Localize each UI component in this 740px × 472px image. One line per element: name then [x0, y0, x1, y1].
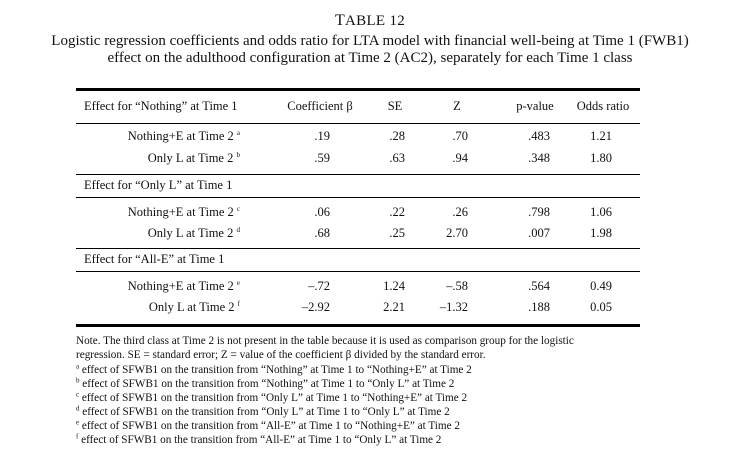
table-title-line-2: effect on the adulthood configuration at Time 2 (AC2), separately for each Time 1 class	[107, 50, 633, 66]
coef-value: .68	[314, 226, 330, 240]
p-value: .188	[528, 300, 550, 314]
header-se: SE	[387, 99, 403, 113]
se-value: .28	[389, 129, 405, 143]
z-value: 2.70	[446, 226, 468, 240]
footnote: $^a$ effect of SFWB1 on the transition from “Nothing” at Time 1 to “Nothing+E” at Time 2	[76, 362, 472, 376]
odds-ratio-value: 0.49	[590, 279, 612, 293]
coef-value: .19	[314, 129, 330, 143]
footnote: $^f$ effect of SFWB1 on the transition from “All-E” at Time 1 to “Only L” at Time 2	[76, 432, 442, 446]
coef-value: –.72	[308, 279, 330, 293]
odds-ratio-value: 1.80	[590, 151, 612, 165]
group-label: Effect for “Only L” at Time 1	[84, 178, 233, 192]
row-name: Only L at Time 2 $^f$	[148, 299, 240, 314]
z-value: .26	[452, 205, 468, 219]
top-rule	[76, 88, 640, 91]
se-value: .25	[389, 226, 405, 240]
se-value: .22	[389, 205, 405, 219]
coef-value: .06	[314, 205, 330, 219]
coef-value: .59	[314, 151, 330, 165]
table-label: TABLE 12	[334, 12, 406, 29]
row-name: Nothing+E at Time 2 $^c$	[127, 204, 240, 219]
se-value: 1.24	[383, 279, 405, 293]
group-rule	[76, 248, 640, 249]
footnote: $^e$ effect of SFWB1 on the transition from “All-E” at Time 1 to “Nothing+E” at Time 2	[76, 418, 460, 432]
z-value: –.58	[446, 279, 468, 293]
z-value: –1.32	[439, 300, 468, 314]
p-value: .007	[528, 226, 550, 240]
coef-value: –2.92	[301, 300, 330, 314]
group-rule	[76, 197, 640, 198]
bottom-rule	[76, 324, 640, 327]
header-z: Z	[453, 99, 461, 113]
se-value: .63	[389, 151, 405, 165]
header-rule	[76, 123, 640, 124]
group-rule	[76, 271, 640, 272]
p-value: .483	[528, 129, 550, 143]
footnote: $^c$ effect of SFWB1 on the transition from “Only L” at Time 1 to “Nothing+E” at Time 2	[76, 390, 468, 404]
se-value: 2.21	[383, 300, 405, 314]
odds-ratio-value: 1.06	[590, 205, 612, 219]
header-p-value: p-value	[516, 99, 554, 113]
header-coefficient: Coefficient β	[287, 99, 353, 113]
odds-ratio-value: 1.21	[590, 129, 612, 143]
table-note: regression. SE = standard error; Z = value of the coefficient β divided by the standard error.	[76, 349, 486, 361]
z-value: .70	[452, 129, 468, 143]
footnote: $^d$ effect of SFWB1 on the transition from “Only L” at Time 1 to “Only L” at Time 2	[76, 404, 450, 418]
table-title-line-1: Logistic regression coefficients and odds ratio for LTA model with financial well-being at Time 1 (FWB1)	[51, 33, 689, 49]
group-rule	[76, 174, 640, 175]
odds-ratio-value: 0.05	[590, 300, 612, 314]
group-label: Effect for “All-E” at Time 1	[84, 252, 225, 266]
z-value: .94	[452, 151, 468, 165]
odds-ratio-value: 1.98	[590, 226, 612, 240]
row-name: Nothing+E at Time 2 $^a$	[127, 128, 240, 143]
row-name: Only L at Time 2 $^d$	[147, 225, 240, 240]
header-effect: Effect for “Nothing” at Time 1	[84, 99, 238, 113]
row-name: Only L at Time 2 $^b$	[147, 150, 240, 165]
header-odds-ratio: Odds ratio	[576, 99, 630, 113]
row-name: Nothing+E at Time 2 $^e$	[127, 278, 240, 293]
p-value: .564	[528, 279, 550, 293]
p-value: .348	[528, 151, 550, 165]
table-note: Note. The third class at Time 2 is not present in the table because it is used as comparison group for the logistic	[76, 335, 574, 347]
footnote: $^b$ effect of SFWB1 on the transition from “Nothing” at Time 1 to “Only L” at Time 2	[76, 376, 455, 390]
p-value: .798	[528, 205, 550, 219]
